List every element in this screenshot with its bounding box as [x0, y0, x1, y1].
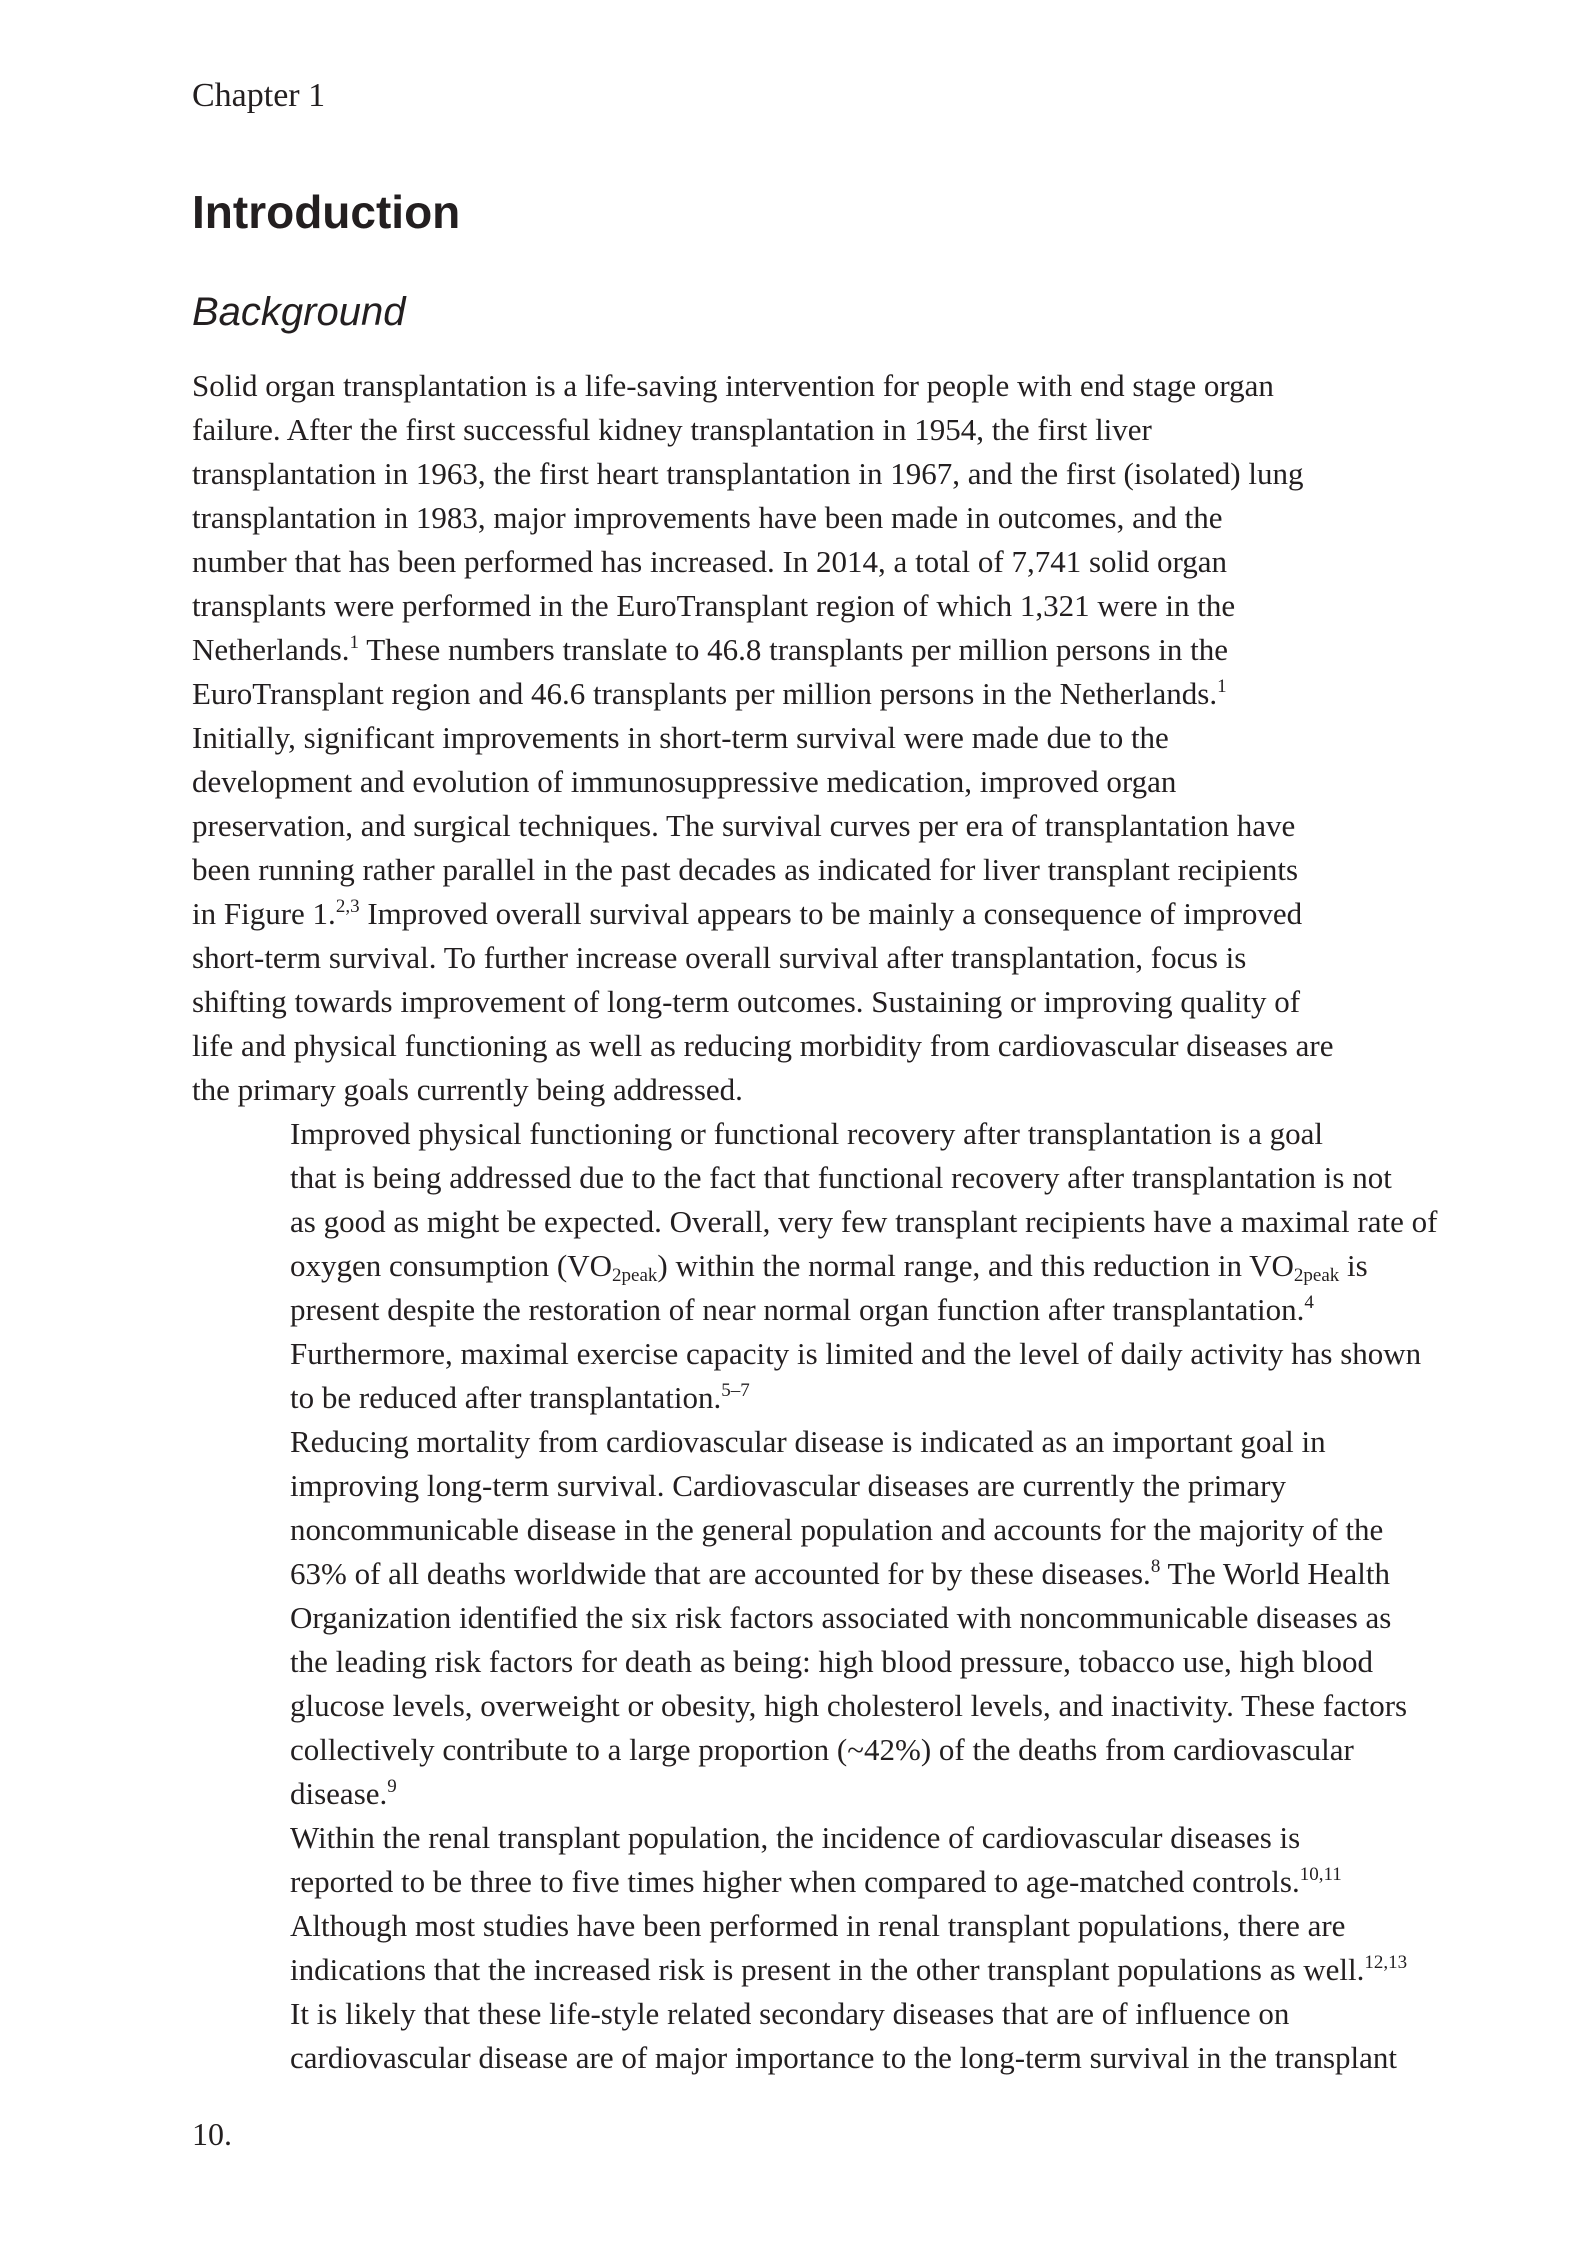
text-run: Improved overall survival appears to be mainly a consequence of improved: [359, 896, 1303, 931]
subscript-text: 2peak: [1293, 1265, 1340, 1286]
text-run: The World Health: [1160, 1556, 1390, 1591]
body-paragraph: [192, 1112, 1438, 1420]
text-line: [192, 760, 1410, 804]
text-line: [192, 804, 1410, 848]
text-line: [192, 364, 1410, 408]
text-run: been running rather parallel in the past decades as indicated for liver transplant recipients: [192, 852, 1299, 887]
text-line: [192, 1376, 1410, 1420]
text-line: [192, 1860, 1410, 1904]
text-line: [192, 1640, 1410, 1684]
body-text: [192, 364, 1438, 2080]
text-run: transplantation in 1983, major improvements have been made in outcomes, and the: [192, 500, 1223, 535]
text-run: reported to be three to five times higher when compared to age-matched controls.: [290, 1864, 1300, 1899]
text-run: ) within the normal range, and this reduction in VO: [657, 1248, 1294, 1283]
text-line: [192, 2036, 1410, 2080]
text-run: Furthermore, maximal exercise capacity is limited and the level of daily activity has shown: [290, 1336, 1422, 1371]
chapter-label: Chapter 1: [192, 77, 326, 114]
text-run: Organization identified the six risk factors associated with noncommunicable diseases as: [290, 1600, 1392, 1635]
text-run: in Figure 1.: [192, 896, 336, 931]
text-line: [192, 672, 1410, 716]
text-run: disease.: [290, 1776, 388, 1811]
citation-superscript: 12,13: [1364, 1952, 1408, 1973]
text-run: shifting towards improvement of long-term outcomes. Sustaining or improving quality of: [192, 984, 1301, 1019]
text-line: [192, 1288, 1410, 1332]
text-run: present despite the restoration of near normal organ function after transplantation.: [290, 1292, 1305, 1327]
text-line: [192, 980, 1410, 1024]
text-run: EuroTransplant region and 46.6 transplants per million persons in the Netherlands.: [192, 676, 1218, 711]
text-line: [192, 1596, 1410, 1640]
citation-superscript: 9: [387, 1776, 397, 1797]
text-line: [192, 1024, 1410, 1068]
citation-superscript: 5–7: [721, 1380, 750, 1401]
text-line: [192, 1200, 1438, 1244]
text-run: Solid organ transplantation is a life-saving intervention for people with end stage organ: [192, 368, 1274, 403]
text-run: the primary goals currently being addressed.: [192, 1072, 743, 1107]
chapter-title: Introduction: [192, 186, 461, 238]
text-line: [192, 408, 1410, 452]
text-run: preservation, and surgical techniques. The survival curves per era of transplantation have: [192, 808, 1296, 843]
text-run: indications that the increased risk is present in the other transplant populations as well.: [290, 1952, 1365, 1987]
text-line: [192, 716, 1410, 760]
text-line: [192, 1244, 1410, 1288]
text-run: that is being addressed due to the fact that functional recovery after transplantation is not: [290, 1160, 1392, 1195]
citation-superscript: 1: [1217, 676, 1227, 697]
text-line: [192, 1332, 1422, 1376]
text-run: noncommunicable disease in the general population and accounts for the majority of the: [290, 1512, 1384, 1547]
text-run: It is likely that these life-style related secondary diseases that are of influence on: [290, 1996, 1290, 2031]
text-line: [192, 1904, 1410, 1948]
text-run: Netherlands.: [192, 632, 350, 667]
text-run: failure. After the first successful kidney transplantation in 1954, the first liver: [192, 412, 1152, 447]
text-line: [192, 892, 1410, 936]
text-run: Improved physical functioning or functional recovery after transplantation is a goal: [290, 1116, 1323, 1151]
text-line: [192, 496, 1410, 540]
body-paragraph: [192, 1420, 1410, 1816]
text-run: transplants were performed in the EuroTransplant region of which 1,321 were in the: [192, 588, 1236, 623]
text-run: as good as might be expected. Overall, very few transplant recipients have a maximal rate of: [290, 1204, 1438, 1239]
text-line: [192, 1552, 1410, 1596]
text-line: [192, 584, 1410, 628]
text-run: development and evolution of immunosuppressive medication, improved organ: [192, 764, 1177, 799]
text-run: number that has been performed has increased. In 2014, a total of 7,741 solid organ: [192, 544, 1228, 579]
text-run: collectively contribute to a large proportion (~42%) of the deaths from cardiovascular: [290, 1732, 1354, 1767]
text-run: cardiovascular disease are of major importance to the long-term survival in the transplant: [290, 2040, 1397, 2075]
text-line: [192, 1464, 1410, 1508]
text-line: [192, 1728, 1410, 1772]
citation-superscript: 4: [1304, 1292, 1314, 1313]
text-line: [192, 1816, 1410, 1860]
citation-superscript: 10,11: [1299, 1864, 1342, 1885]
text-run: life and physical functioning as well as reducing morbidity from cardiovascular diseases are: [192, 1028, 1334, 1063]
body-paragraph: [192, 364, 1410, 1112]
text-run: to be reduced after transplantation.: [290, 1380, 722, 1415]
text-line: [192, 1684, 1410, 1728]
text-run: the leading risk factors for death as being: high blood pressure, tobacco use, high blood: [290, 1644, 1374, 1679]
text-run: transplantation in 1963, the first heart transplantation in 1967, and the first (isolated) lung: [192, 456, 1304, 491]
text-run: oxygen consumption (VO: [290, 1248, 613, 1283]
text-line: [192, 1112, 1410, 1156]
text-line: [192, 1420, 1410, 1464]
text-run: Although most studies have been performed in renal transplant populations, there are: [290, 1908, 1346, 1943]
citation-superscript: 8: [1150, 1556, 1161, 1577]
text-line: [192, 1156, 1410, 1200]
text-run: 63% of all deaths worldwide that are accounted for by these diseases.: [290, 1556, 1151, 1591]
text-run: These numbers translate to 46.8 transplants per million persons in the: [359, 632, 1229, 667]
text-run: improving long-term survival. Cardiovascular diseases are currently the primary: [290, 1468, 1286, 1503]
body-paragraph: [192, 1816, 1410, 2080]
text-line: [192, 1508, 1410, 1552]
subscript-text: 2peak: [612, 1265, 658, 1286]
text-line: [192, 540, 1410, 584]
text-run: is: [1339, 1248, 1368, 1283]
text-run: short-term survival. To further increase overall survival after transplantation, focus is: [192, 940, 1247, 975]
text-line: [192, 1772, 1410, 1816]
page-number: 10.: [192, 2116, 232, 2152]
text-line: [192, 1948, 1410, 1992]
citation-superscript: 1: [349, 632, 360, 653]
section-heading: Background: [192, 290, 406, 334]
text-run: Within the renal transplant population, the incidence of cardiovascular diseases is: [290, 1820, 1301, 1855]
text-line: [192, 936, 1410, 980]
text-run: Reducing mortality from cardiovascular disease is indicated as an important goal in: [290, 1424, 1326, 1459]
citation-superscript: 2,3: [335, 896, 360, 917]
text-run: glucose levels, overweight or obesity, high cholesterol levels, and inactivity. These factors: [290, 1688, 1408, 1723]
text-line: [192, 628, 1410, 672]
text-line: [192, 1992, 1410, 2036]
text-line: [192, 848, 1410, 892]
text-line: [192, 452, 1410, 496]
text-line: [192, 1068, 1410, 1112]
text-run: Initially, significant improvements in short-term survival were made due to the: [192, 720, 1169, 755]
